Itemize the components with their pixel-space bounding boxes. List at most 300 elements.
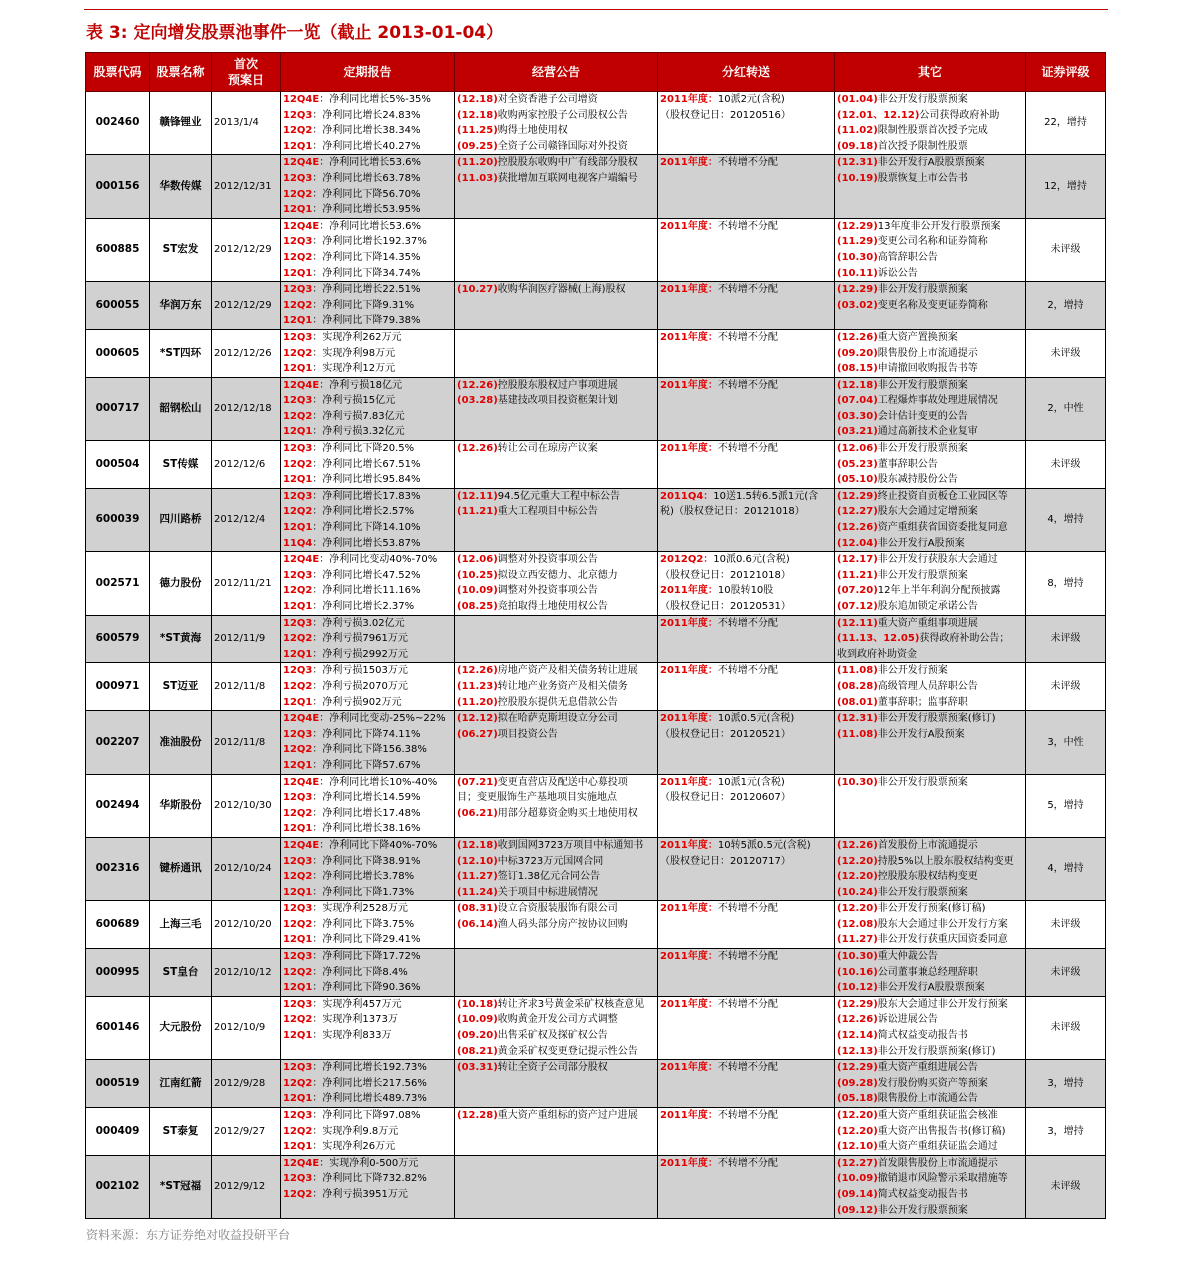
event-text: 发行股份购买资产等预案 [877, 1077, 988, 1089]
event-text: 诉讼进展公告 [877, 1014, 938, 1026]
stock-code-cell: 000995 [86, 949, 150, 997]
event-text: 非公开发行获股东大会通过 [877, 554, 998, 566]
event-text: 高级管理人员辞职公告 [877, 680, 978, 692]
event-key: (10.09) [457, 1014, 498, 1026]
periodic-line [283, 727, 452, 743]
other-line [837, 346, 1023, 362]
event-text: 持股5%以上股东股权结构变更 [877, 855, 1014, 867]
event-key: (12.01、12.12) [837, 109, 920, 121]
operation-notice-cell [455, 552, 658, 615]
periodic-line [283, 250, 452, 266]
periodic-line [283, 917, 452, 933]
periodic-line [283, 742, 452, 758]
table-row [86, 663, 1106, 711]
event-key: (12.26) [457, 443, 498, 455]
event-key: (10.18) [457, 998, 498, 1010]
stock-code-cell: 002460 [86, 92, 150, 155]
periodic-line [283, 1028, 452, 1044]
stock-name-cell: ST宏发 [150, 218, 212, 281]
dividend-line [660, 711, 832, 727]
event-key: 12Q1 [283, 474, 313, 486]
event-text: 非公开发行A股预案 [877, 537, 965, 549]
event-key: (12.26) [837, 331, 878, 343]
stock-name-cell: *ST冠福 [150, 1155, 212, 1218]
event-key: (10.24) [837, 886, 878, 898]
event-text: 资产重组获省国资委批复同意 [877, 522, 1008, 534]
event-key: (05.10) [837, 474, 878, 486]
stock-code-cell: 002207 [86, 711, 150, 774]
operation-notice-cell [455, 615, 658, 663]
event-key: (12.11) [837, 617, 878, 629]
periodic-report-cell [281, 329, 455, 377]
event-text: ：净利同比增长2.37% [312, 601, 415, 612]
event-key: (12.28) [457, 1110, 498, 1121]
event-text: ：净利同比增长40.27% [312, 140, 421, 152]
event-key: (12.17) [837, 554, 878, 566]
other-line [837, 583, 1023, 599]
event-text: ：净利同比增长17.48% [312, 807, 421, 819]
periodic-line [283, 393, 452, 409]
dividend-cell [658, 218, 835, 281]
dividend-cell [658, 949, 835, 997]
event-key: (06.21) [457, 807, 498, 819]
periodic-line [283, 711, 452, 727]
event-key: (12.26) [457, 379, 498, 391]
event-key: 2011年度： [660, 220, 718, 232]
dividend-line [660, 1060, 832, 1076]
event-text: ：实现净利457万元 [312, 998, 402, 1010]
event-text: ：净利同比下降34.74% [312, 267, 421, 279]
event-text: 控股股东提供无息借款公告 [497, 696, 618, 708]
event-key: (11.02) [837, 125, 878, 137]
operation-notice-cell [455, 1060, 658, 1108]
event-key: (06.27) [457, 728, 498, 740]
event-text: 10派2元(含税) [717, 94, 785, 105]
stock-name-cell: 四川路桥 [150, 488, 212, 551]
event-text: ：净利亏损2070万元 [312, 680, 408, 692]
stock-name-cell: ST皇台 [150, 949, 212, 997]
stock-name-cell: ST迈亚 [150, 663, 212, 711]
event-key: (11.24) [457, 886, 498, 898]
operation-line [457, 727, 655, 743]
event-text: ：净利同比下降38.91% [312, 855, 421, 867]
event-key: 12Q2 [283, 458, 313, 470]
event-text: ：净利亏损15亿元 [312, 395, 396, 407]
event-text: 公司董事兼总经理辞职 [877, 966, 978, 978]
event-text: ：净利同比下降14.10% [312, 522, 421, 534]
event-text: ：净利同比增长24.83% [312, 109, 421, 121]
event-key: (03.31) [457, 1062, 498, 1074]
periodic-line [283, 1060, 452, 1076]
event-key: 11Q4 [283, 537, 313, 549]
event-text: 股东大会通过非公开发行方案 [877, 918, 1008, 930]
event-text: 目；变更服饰生产基地项目实施地点 [457, 792, 617, 804]
event-key: 12Q3 [283, 998, 313, 1010]
other-line [837, 1076, 1023, 1092]
table-title: 表 3: 定向增发股票池事件一览（截止 2013-01-04） [86, 23, 504, 43]
operation-notice-cell [455, 282, 658, 330]
event-key: 2011年度： [660, 94, 718, 105]
event-text: ：净利亏损7.83亿元 [312, 410, 405, 422]
periodic-line [283, 568, 452, 584]
periodic-line [283, 361, 452, 377]
operation-notice-cell [455, 1155, 658, 1218]
periodic-line [283, 1012, 452, 1028]
periodic-report-cell [281, 92, 455, 155]
event-text: 非公开发行股票预案 [877, 284, 968, 296]
event-key: (12.20) [837, 855, 878, 867]
event-key: 2011年度： [660, 331, 718, 343]
event-key: 2011年度： [660, 585, 718, 597]
operation-line [457, 1028, 655, 1044]
operation-line [457, 92, 655, 108]
event-key: 12Q4E [283, 379, 320, 391]
event-text: ：净利同比增长38.34% [312, 125, 421, 137]
event-text: ：净利同比增长17.83% [312, 490, 421, 502]
table-row [86, 837, 1106, 900]
periodic-line [283, 663, 452, 679]
event-text: ：净利同比下降1.73% [312, 886, 415, 898]
event-text: 调整对外投资事项公告 [497, 554, 598, 566]
event-key: (12.26) [457, 665, 498, 677]
dividend-line [660, 489, 832, 505]
event-text: 不转增不分配 [717, 665, 778, 677]
plan-date-cell: 2012/12/29 [212, 282, 281, 330]
event-key: 12Q1 [283, 934, 313, 946]
operation-line [457, 378, 655, 394]
event-text: 转让公司在琼房产议案 [497, 443, 598, 455]
event-text: 非公开发行股票预案 [877, 569, 968, 581]
table-row [86, 1155, 1106, 1218]
event-key: (11.08) [837, 728, 878, 740]
rating-cell: 未评级 [1026, 615, 1106, 663]
dividend-cell [658, 774, 835, 837]
stock-name-cell: ST泰复 [150, 1108, 212, 1156]
event-text: 非公开发行获重庆国资委同意 [877, 934, 1008, 946]
dividend-line [660, 330, 832, 346]
dividend-line [660, 775, 832, 791]
event-text: ：净利同比增长95.84% [312, 474, 421, 486]
event-key: (12.29) [837, 284, 878, 296]
event-key: 12Q3 [283, 1110, 313, 1121]
event-text: ：净利亏损7961万元 [312, 633, 408, 645]
event-text: 董事辞职公告 [877, 458, 938, 470]
event-text: ：净利亏损2992万元 [312, 648, 408, 660]
event-key: 12Q1 [283, 140, 313, 152]
operation-line [457, 790, 655, 806]
other-cell [835, 837, 1026, 900]
other-line [837, 92, 1023, 108]
other-line [837, 424, 1023, 440]
dividend-cell [658, 901, 835, 949]
operation-line [457, 108, 655, 124]
event-key: (10.25) [457, 569, 498, 581]
event-key: (08.25) [457, 601, 498, 612]
event-text: ：净利同比增长11.16% [312, 585, 421, 597]
event-text: ：净利同比下降17.72% [312, 951, 421, 963]
stock-code-cell: 000409 [86, 1108, 150, 1156]
other-cell [835, 552, 1026, 615]
periodic-report-cell [281, 996, 455, 1059]
event-key: (12.18) [457, 839, 498, 851]
event-key: 2011年度： [660, 157, 718, 169]
event-text: 不转增不分配 [717, 157, 778, 169]
event-key: (11.27) [457, 871, 498, 883]
event-key: 12Q2 [283, 1077, 313, 1089]
event-text: ：实现净利9.8万元 [312, 1125, 399, 1137]
event-key: 12Q4E [283, 94, 320, 105]
operation-line [457, 1012, 655, 1028]
periodic-report-cell [281, 441, 455, 489]
event-text: 10派1元(含税) [717, 776, 785, 788]
table-row [86, 949, 1106, 997]
operation-notice-cell [455, 901, 658, 949]
plan-date-cell: 2012/12/31 [212, 155, 281, 218]
periodic-line [283, 1187, 452, 1203]
header-date [212, 53, 281, 92]
other-cell [835, 1060, 1026, 1108]
operation-notice-cell [455, 218, 658, 281]
event-text: ：净利同比下降40%-70% [319, 839, 438, 851]
other-cell [835, 441, 1026, 489]
event-text: 10股转10股 [717, 585, 774, 597]
event-key: 12Q2 [283, 1188, 313, 1200]
stock-code-cell: 000156 [86, 155, 150, 218]
periodic-line [283, 202, 452, 218]
dividend-cell [658, 996, 835, 1059]
event-key: (09.12) [837, 1204, 878, 1216]
plan-date-cell: 2012/12/26 [212, 329, 281, 377]
event-text: 重大资产重组进展公告 [877, 1062, 978, 1074]
event-text: 股东减持股份公告 [877, 474, 958, 486]
event-text: ：净利同比增长5%-35% [319, 94, 431, 105]
operation-notice-cell [455, 663, 658, 711]
event-key: 12Q1 [283, 1030, 313, 1042]
event-key: 12Q2 [283, 871, 313, 883]
event-key: 12Q1 [283, 522, 313, 534]
event-key: (11.27) [837, 934, 878, 946]
event-text: 控股股东股权过户事项进展 [497, 379, 618, 391]
event-text: ：净利同比增长2.57% [312, 506, 415, 518]
dividend-cell [658, 1060, 835, 1108]
other-line [837, 441, 1023, 457]
event-key: (12.08) [837, 918, 878, 930]
periodic-line [283, 536, 452, 552]
event-text: ：实现净利98万元 [312, 347, 396, 359]
event-key: (10.09) [837, 1173, 878, 1185]
event-text: （股权登记日：20120516） [660, 109, 791, 121]
event-text: 通过高新技术企业复审 [877, 426, 978, 438]
event-key: 12Q2 [283, 966, 313, 978]
event-text: 10转5派0.5元(含税) [717, 839, 811, 851]
event-key: (08.28) [837, 680, 878, 692]
event-key: 12Q1 [283, 648, 313, 660]
rating-cell: 8，增持 [1026, 552, 1106, 615]
operation-notice-cell [455, 155, 658, 218]
event-text: ：净利亏损3.02亿元 [312, 617, 405, 629]
dividend-line [660, 583, 832, 599]
table-row [86, 377, 1106, 440]
event-key: 12Q3 [283, 617, 313, 629]
event-key: 12Q1 [283, 696, 313, 708]
event-key: 12Q3 [283, 569, 313, 581]
dividend-cell [658, 377, 835, 440]
event-text: 申请撤回收购报告书等 [877, 363, 978, 375]
event-text: 12年上半年利润分配预披露 [877, 585, 1001, 597]
dividend-line [660, 790, 832, 806]
periodic-line [283, 92, 452, 108]
dividend-line [660, 552, 832, 568]
operation-line [457, 885, 655, 901]
dividend-line [660, 599, 832, 615]
other-cell [835, 1108, 1026, 1156]
event-key: (05.23) [837, 458, 878, 470]
event-key: (11.20) [457, 696, 498, 708]
event-key: (10.30) [837, 951, 878, 963]
other-line [837, 266, 1023, 282]
event-key: (12.06) [457, 554, 498, 566]
stock-name-cell: *ST四环 [150, 329, 212, 377]
operation-notice-cell [455, 996, 658, 1059]
event-text: 控股股东收购中广有线部分股权 [497, 157, 638, 169]
table-row [86, 155, 1106, 218]
dividend-line [660, 155, 832, 171]
operation-line [457, 282, 655, 298]
other-line [837, 885, 1023, 901]
other-cell [835, 155, 1026, 218]
table-row [86, 488, 1106, 551]
stock-code-cell: 600146 [86, 996, 150, 1059]
periodic-line [283, 1076, 452, 1092]
periodic-report-cell [281, 218, 455, 281]
event-key: 12Q1 [283, 982, 313, 994]
event-key: 12Q3 [283, 490, 313, 502]
other-line [837, 489, 1023, 505]
event-text: ：净利同比下降14.35% [312, 251, 421, 263]
operation-line [457, 489, 655, 505]
dividend-cell [658, 441, 835, 489]
dividend-cell [658, 1108, 835, 1156]
event-key: 2011年度： [660, 903, 718, 915]
dividend-line [660, 663, 832, 679]
other-line [837, 108, 1023, 124]
event-text: 非公开发行股票预案 [877, 443, 968, 455]
stock-name-cell: 赣锋锂业 [150, 92, 212, 155]
other-line [837, 1012, 1023, 1028]
event-key: (03.21) [837, 426, 878, 438]
rating-cell: 2，增持 [1026, 282, 1106, 330]
periodic-report-cell [281, 949, 455, 997]
event-text: ：实现净利262万元 [312, 331, 402, 343]
operation-notice-cell [455, 1108, 658, 1156]
event-text: 10送1.5转6.5派1元(含 [713, 490, 819, 502]
stock-code-cell: 600885 [86, 218, 150, 281]
event-text: 10派0.6元(含税) [713, 554, 790, 566]
event-key: (09.20) [457, 1030, 498, 1042]
event-text: 撤销退市风险警示采取措施等 [877, 1173, 1008, 1185]
event-text: 不转增不分配 [717, 443, 778, 455]
event-key: 2012Q2： [660, 554, 714, 566]
stock-code-cell: 000504 [86, 441, 150, 489]
event-key: (11.03) [457, 172, 498, 184]
other-line [837, 330, 1023, 346]
event-text: 会计估计变更的公告 [877, 410, 968, 422]
event-text: ：实现净利1373万 [312, 1014, 398, 1026]
event-key: 2011年度： [660, 379, 718, 391]
event-key: 12Q2 [283, 251, 313, 263]
event-text: 对全资香港子公司增资 [497, 94, 598, 105]
other-line [837, 250, 1023, 266]
event-key: (12.26) [837, 839, 878, 851]
event-key: (12.27) [837, 1157, 878, 1169]
plan-date-cell: 2012/10/12 [212, 949, 281, 997]
operation-line [457, 1060, 655, 1076]
rating-cell: 未评级 [1026, 949, 1106, 997]
header-periodic: 定期报告 [281, 53, 455, 92]
dividend-line [660, 219, 832, 235]
other-line [837, 1060, 1023, 1076]
event-key: (12.20) [837, 903, 878, 915]
event-key: (12.20) [837, 1110, 878, 1121]
operation-notice-cell [455, 377, 658, 440]
periodic-line [283, 171, 452, 187]
table-row [86, 92, 1106, 155]
event-key: 12Q1 [283, 1141, 313, 1153]
plan-date-cell: 2013/1/4 [212, 92, 281, 155]
periodic-line [283, 1156, 452, 1172]
event-text: ：净利同比增长192.37% [312, 236, 427, 248]
periodic-report-cell [281, 837, 455, 900]
event-key: 12Q2 [283, 299, 313, 311]
event-text: 重大资产重组事项进展 [877, 617, 978, 629]
periodic-line [283, 441, 452, 457]
periodic-line [283, 631, 452, 647]
periodic-line [283, 806, 452, 822]
event-text: 调整对外投资事项公告 [497, 585, 598, 597]
stock-code-cell: 000605 [86, 329, 150, 377]
other-cell [835, 774, 1026, 837]
event-key: (12.06) [837, 443, 878, 455]
other-cell [835, 615, 1026, 663]
plan-date-cell: 2012/9/27 [212, 1108, 281, 1156]
event-key: (08.01) [837, 696, 878, 708]
table-row [86, 329, 1106, 377]
stock-code-cell: 600689 [86, 901, 150, 949]
event-text: 出售采矿权及探矿权公告 [497, 1030, 608, 1042]
event-key: 2011年度： [660, 284, 718, 296]
header-dividend: 分红转送 [658, 53, 835, 92]
stock-code-cell: 002316 [86, 837, 150, 900]
event-text: 董事辞职；监事辞职 [877, 696, 968, 708]
periodic-line [283, 949, 452, 965]
event-text: 收购两家控股子公司股权公告 [497, 109, 628, 121]
other-line [837, 552, 1023, 568]
event-text: 股票恢复上市公告书 [877, 172, 968, 184]
dividend-line [660, 901, 832, 917]
event-key: 2011年度： [660, 713, 718, 725]
operation-line [457, 504, 655, 520]
event-key: (10.12) [837, 982, 878, 994]
rating-cell: 未评级 [1026, 663, 1106, 711]
periodic-line [283, 187, 452, 203]
header-other: 其它 [835, 53, 1026, 92]
stock-name-cell: 键桥通讯 [150, 837, 212, 900]
event-text: 不转增不分配 [717, 284, 778, 296]
plan-date-cell: 2012/12/18 [212, 377, 281, 440]
stock-name-cell: *ST黄海 [150, 615, 212, 663]
periodic-line [283, 409, 452, 425]
periodic-line [283, 647, 452, 663]
